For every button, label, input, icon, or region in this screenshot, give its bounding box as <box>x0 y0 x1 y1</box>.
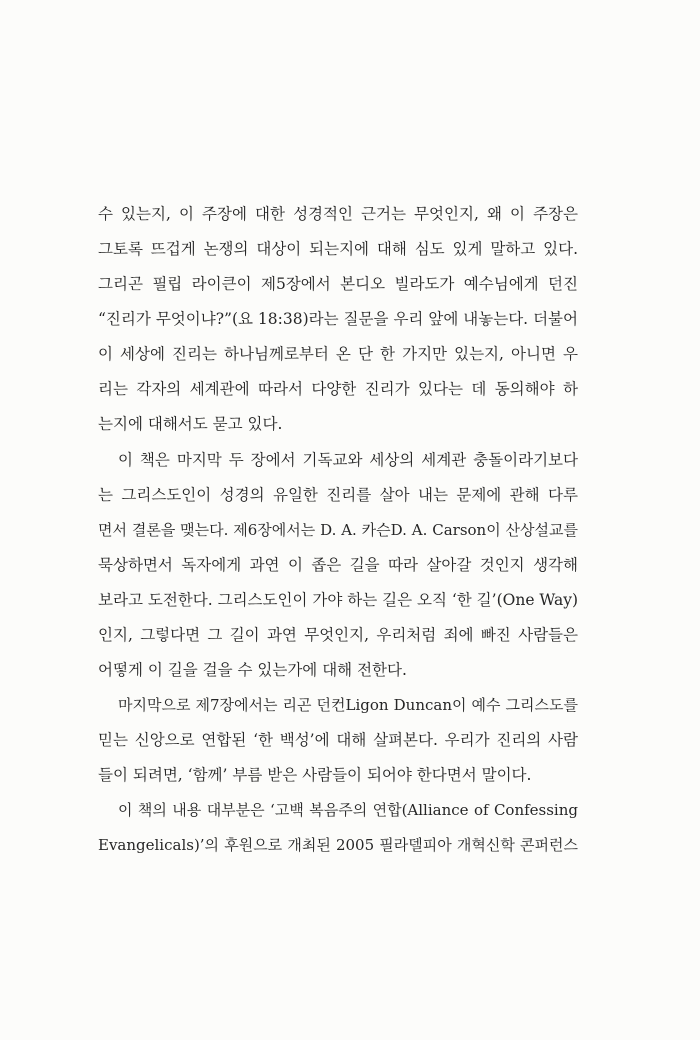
text-line-18: 이 책의 내용 대부분은 ‘고백 복음주의 연합(Alliance of Confessing <box>118 801 578 819</box>
text-line-10: 면서 결론을 맺는다. 제6장에서는 D. A. 카슨D. A. Carson이 산상설교를 <box>98 521 578 539</box>
text-line-14: 어떻게 이 길을 걸을 수 있는가에 대해 전한다. <box>98 661 407 679</box>
text-line-16: 믿는 신앙으로 연합된 ‘한 백성’에 대해 살펴본다. 우리가 진리의 사람 <box>98 731 578 749</box>
text-line-5: 이 세상에 진리는 하나님께로부터 온 단 한 가지만 있는지, 아니면 우 <box>98 345 578 363</box>
text-line-8: 이 책은 마지막 두 장에서 기독교와 세상의 세계관 충돌이라기보다 <box>118 451 578 469</box>
text-line-17: 들이 되려면, ‘함께’ 부름 받은 사람들이 되어야 한다면서 말이다. <box>98 766 532 784</box>
text-line-19: Evangelicals)’의 후원으로 개최된 2005 필라델피아 개혁신학 콘퍼런스 <box>98 836 578 854</box>
text-line-15: 마지막으로 제7장에서는 리곤 던컨Ligon Duncan이 예수 그리스도를 <box>118 696 578 714</box>
text-line-13: 인지, 그렇다면 그 길이 과연 무엇인지, 우리처럼 죄에 빠진 사람들은 <box>98 626 578 644</box>
text-line-12: 보라고 도전한다. 그리스도인이 가야 하는 길은 오직 ‘한 길’(One Way) <box>98 591 579 609</box>
text-line-6: 리는 각자의 세계관에 따라서 다양한 진리가 있다는 데 동의해야 하 <box>98 380 578 398</box>
text-line-11: 묵상하면서 독자에게 과연 이 좁은 길을 따라 살아갈 것인지 생각해 <box>98 556 578 574</box>
text-line-9: 는 그리스도인이 성경의 유일한 진리를 살아 내는 문제에 관해 다루 <box>98 486 578 504</box>
text-line-4: “진리가 무엇이냐?”(요 18:38)라는 질문을 우리 앞에 내놓는다. 더불어 <box>98 310 578 328</box>
text-line-7: 는지에 대해서도 묻고 있다. <box>98 415 283 433</box>
text-line-2: 그토록 뜨겁게 논쟁의 대상이 되는지에 대해 심도 있게 말하고 있다. <box>98 240 578 258</box>
text-line-3: 그리곤 필립 라이큰이 제5장에서 본디오 빌라도가 예수님에게 던진 <box>98 275 578 293</box>
text-line-1: 수 있는지, 이 주장에 대한 성경적인 근거는 무엇인지, 왜 이 주장은 <box>98 205 578 223</box>
